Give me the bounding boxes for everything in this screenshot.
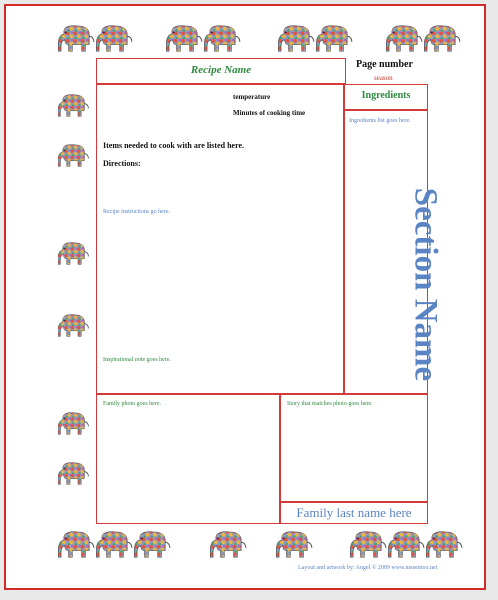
elephant-icon: [166, 24, 204, 54]
elephant-icon: [278, 24, 316, 54]
elephant-icon: [388, 530, 426, 560]
elephant-icon: [134, 530, 172, 560]
family-story-placeholder: Story that matches photo goes here.: [287, 401, 373, 407]
ingredients-placeholder: Ingredients list goes here.: [349, 118, 411, 124]
elephant-icon: [58, 454, 90, 494]
page-number: Page number: [356, 59, 413, 70]
elephant-icon: [58, 306, 90, 346]
family-photo-placeholder: Family photo goes here.: [103, 401, 161, 407]
recipe-name-box: [96, 58, 346, 84]
elephant-icon: [350, 530, 388, 560]
elephant-icon: [58, 136, 90, 176]
elephant-icon: [58, 24, 96, 54]
ingredients-heading-box: [344, 84, 428, 110]
recipe-main-box: [96, 84, 344, 394]
ingredients-heading: Ingredients: [361, 90, 411, 101]
items-needed: Items needed to cook with are listed here.: [103, 141, 245, 150]
elephant-icon: [58, 234, 90, 274]
season: season: [374, 74, 393, 82]
instructions-placeholder: Recipe instructions go here.: [103, 209, 170, 215]
credit-line: Layout and artwork by: Angel © 2009 www.mseemoo.net: [298, 565, 438, 571]
recipe-name: Recipe Name: [190, 64, 252, 76]
inspirational-note: Inspirational note goes here.: [103, 357, 171, 363]
family-photo-box: [96, 394, 280, 524]
temperature: temperature: [233, 93, 271, 101]
family-last-name-box: [280, 502, 428, 524]
elephant-icon: [58, 404, 90, 444]
recipe-card-page: [4, 4, 486, 590]
elephant-icon: [210, 530, 248, 560]
elephant-icon: [386, 24, 424, 54]
elephant-icon: [96, 530, 134, 560]
directions-label: Directions:: [103, 159, 141, 168]
section-name: Section Name: [407, 187, 444, 382]
family-story-box: [280, 394, 428, 502]
elephant-icon: [316, 24, 354, 54]
elephant-icon: [426, 530, 464, 560]
elephant-icon: [96, 24, 134, 54]
elephant-icon: [204, 24, 242, 54]
elephant-icon: [424, 24, 462, 54]
elephant-icon: [58, 530, 96, 560]
elephant-icon: [58, 86, 90, 126]
elephant-icon: [276, 530, 314, 560]
family-last-name: Family last name here: [296, 505, 412, 520]
cooking-time: Minutes of cooking time: [233, 109, 306, 117]
